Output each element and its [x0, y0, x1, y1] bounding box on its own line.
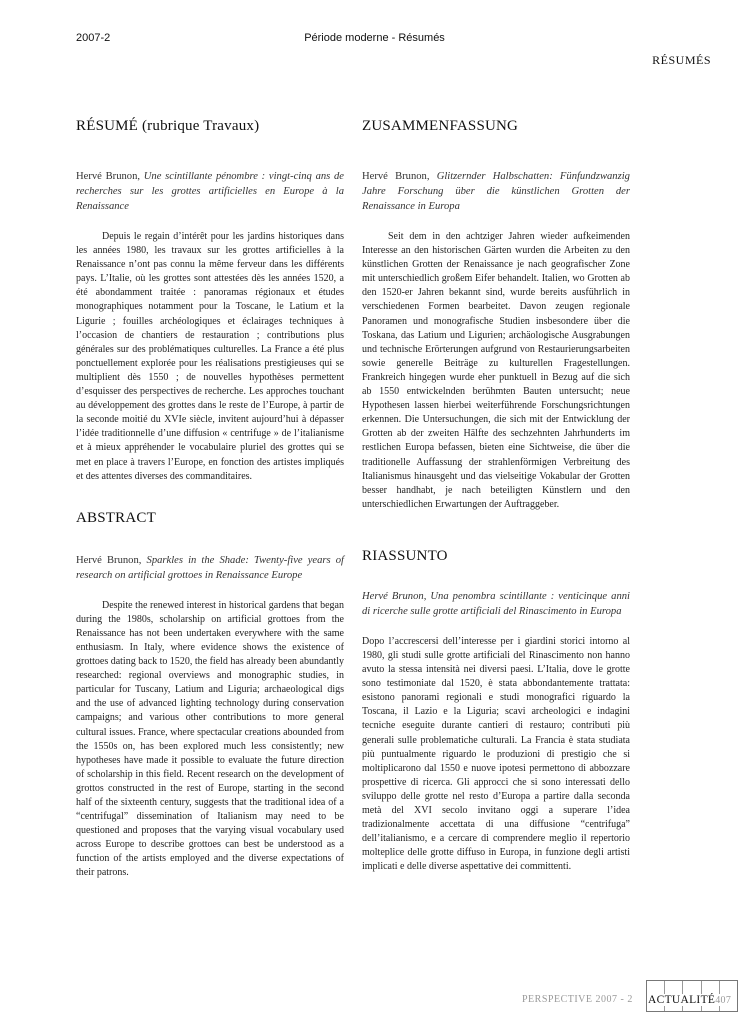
zusammenfassung-work-title: Glitzernder Halbschatten: Fünfundzwanzig Jahre Forschung über die künstlichen Grotten der Renaissance in Europa	[362, 171, 630, 212]
abstract-body: Despite the renewed interest in historical gardens that began during the 1980s, scholarship on artificial grottoes from the Renaissance has not been undertaken everywhere with the same enthusiasm. In Italy, where evidence shows the existence of grottoes dating back to 1520, the field has already been abundantly researched: regional overviews and monographic studies, in particular for Tuscany, Latium and Liguria; archaeological digs and the use of advanced lighting technology during conservation campaigns; and various other contributions to more general cultural issues. France, where spectacular creations abounded from the 1550s on, has been explored much less consistently; new hypotheses have made it possible to evaluate the future direction of scholarship in this field. Recent research on the development of grottos constructed in the rest of Europe, starting in the second half of the sixteenth century, suggests that the traditional idea of a “centrifugal” dissemination of Italianism may need to be questioned and proposes that the varying visual vocabulary used across Europe to describe grottoes can best be understood as a function of the artists employed and the diverse expectations of their patrons.	[76, 599, 344, 879]
zusammenfassung-body: Seit dem in den achtziger Jahren wieder aufkeimenden Interesse an den historischen Gärten wurden die Arbeiten zu den künstlichen Grotten der Renaissance je nach geografischer Zone mit unterschiedlich großem Eifer behandelt. Italien, wo Grotten ab den 1520-er Jahren bekannt sind, wurde bereits ausführlich in verschiedenen Formen bearbeitet. Davon zeugen regionale Panoramen und monografische Studien insbesondere über die Toskana, das Latium und Ligurien; archäologische Ausgrabungen und technische Erörterungen aufgrund von Restaurierungsarbeiten sowie generelle Beiträge zu kulturellen Fragestellungen. Frankreich hingegen wurde eher punktuell in Bezug auf die sich ab 1550 entwickelnden berühmten Bauten untersucht; neue Hypothesen lassen hierbei weiterführende Forschungsrichtungen erkennen. Die Untersuchungen, die sich mit der Entwicklung der Grotten ab der zweiten Hälfte des sechzehnten Jahrhunderts im restlichen Europa befassen, bieten eine Sichtweise, die über die traditionelle Auffassung der strahlenförmigen Verbreitung des Italianismus hinausgeht und das vielseitige Vokabular der Grotten besser handhabt, je nach beteiligten Künstlern und den unterschiedlichen Erwartungen der Auftraggeber.	[362, 231, 630, 510]
header-issue: 2007-2	[76, 32, 111, 44]
left-column	[76, 118, 344, 881]
zusammenfassung-heading: ZUSAMMENFASSUNG	[362, 118, 519, 134]
riassunto-author: Hervé Brunon,	[362, 590, 427, 602]
header-category: RÉSUMÉS	[652, 53, 711, 67]
right-column	[362, 118, 630, 874]
footer-journal: PERSPECTIVE 2007 - 2	[522, 994, 633, 1005]
resume-citation	[76, 169, 344, 214]
resume-work-title: Une scintillante pénombre : vingt-cinq ans de recherches sur les grottes artificielles en Europe à la Renaissance	[76, 171, 345, 212]
footer-page-number: 407	[715, 995, 732, 1006]
abstract-work-title: Sparkles in the Shade: Twenty-five years of research on artificial grottoes in Renaissance Europe	[76, 554, 344, 581]
riassunto-work-title: Una penombra scintillante : venticinque anni di ricerche sulle grotte artificiali del Rinascimento in Europa	[362, 590, 630, 617]
footer-section-label	[648, 994, 733, 1006]
footer-section: ACTUALITÉ	[648, 994, 716, 1006]
riassunto-body: Dopo l’accrescersi dell’interesse per i giardini storici intorno al 1980, gli studi sulle grotte artificiali del Rinascimento non hanno avuto la stessa intensità nei diversi paesi. L’Italia, dove le grotte sono testimoniate dal 1520, è stata abbondantemente trattata: esistono panorami regionali e studi monografici riguardo la Toscana, il Lazio e la Liguria; scavi archeologici e indagini tecniche eseguite durante cantieri di restauro; contributi più generali sulle problematiche culturali. La Francia è stata studiata più puntualmente riguardo le produzioni di prestigio che si moltiplicarono dal 1550 e nuove ipotesi permettono di abbozzare prospettive di ricerca. Gli approcci che si sono interessati dello sviluppo delle grotte nel resto d’Europa a partire dalla seconda metà del XVI secolo invitano oggi a superare l’idea tradizionalmente accettata di una diffusione “centrifuga” dell’italianismo, e a cercare di comprendere meglio il repertorio molteplice delle grotte diffuso in Europa, in funzione degli artisti implicati e delle diverse aspettative dei committenti.	[362, 635, 630, 873]
resume-body: Depuis le regain d’intérêt pour les jardins historiques dans les années 1980, les travaux sur les grottes artificielles à la Renaissance n’ont pas connu la même ferveur dans les différents pays. L’Italie, où les grottes sont attestées dès les années 1520, a été abondamment traitée : panoramas régionaux et études monographiques notamment pour la Toscane, le Latium et la Ligurie ; fouilles archéologiques et éclairages techniques à l’occasion de chantiers de restauration ; contributions plus générales sur des problématiques culturelles. La France a été plus ponctuellement explorée pour les réalisations prestigieuses qui se multiplient dès 1550 ; de nouvelles hypothèses permettent d’esquisser des perspectives de recherche. Les approches touchant au développement des grottes dans le reste de l’Europe, à partir de la seconde moitié du XVIe siècle, invitent aujourd’hui à dépasser l’idée traditionnelle d’une diffusion « centrifuge » de l’italianisme et à mieux appréhender le vocabulaire pluriel des grottes qui se met en place à travers l’Europe, en fonction des artistes impliqués et des attentes diverses des commanditaires.	[76, 231, 344, 482]
riassunto-heading: RIASSUNTO	[362, 547, 448, 564]
abstract-heading: ABSTRACT	[76, 509, 156, 526]
abstract-citation	[76, 553, 344, 583]
resume-author: Hervé Brunon,	[76, 171, 141, 182]
header-section-title: Période moderne - Résumés	[304, 32, 445, 44]
riassunto-citation	[362, 589, 630, 619]
zusammenfassung-author: Hervé Brunon,	[362, 171, 430, 182]
abstract-author: Hervé Brunon,	[76, 554, 142, 566]
zusammenfassung-citation	[362, 169, 630, 214]
resume-heading: RÉSUMÉ (rubrique Travaux)	[76, 118, 260, 134]
